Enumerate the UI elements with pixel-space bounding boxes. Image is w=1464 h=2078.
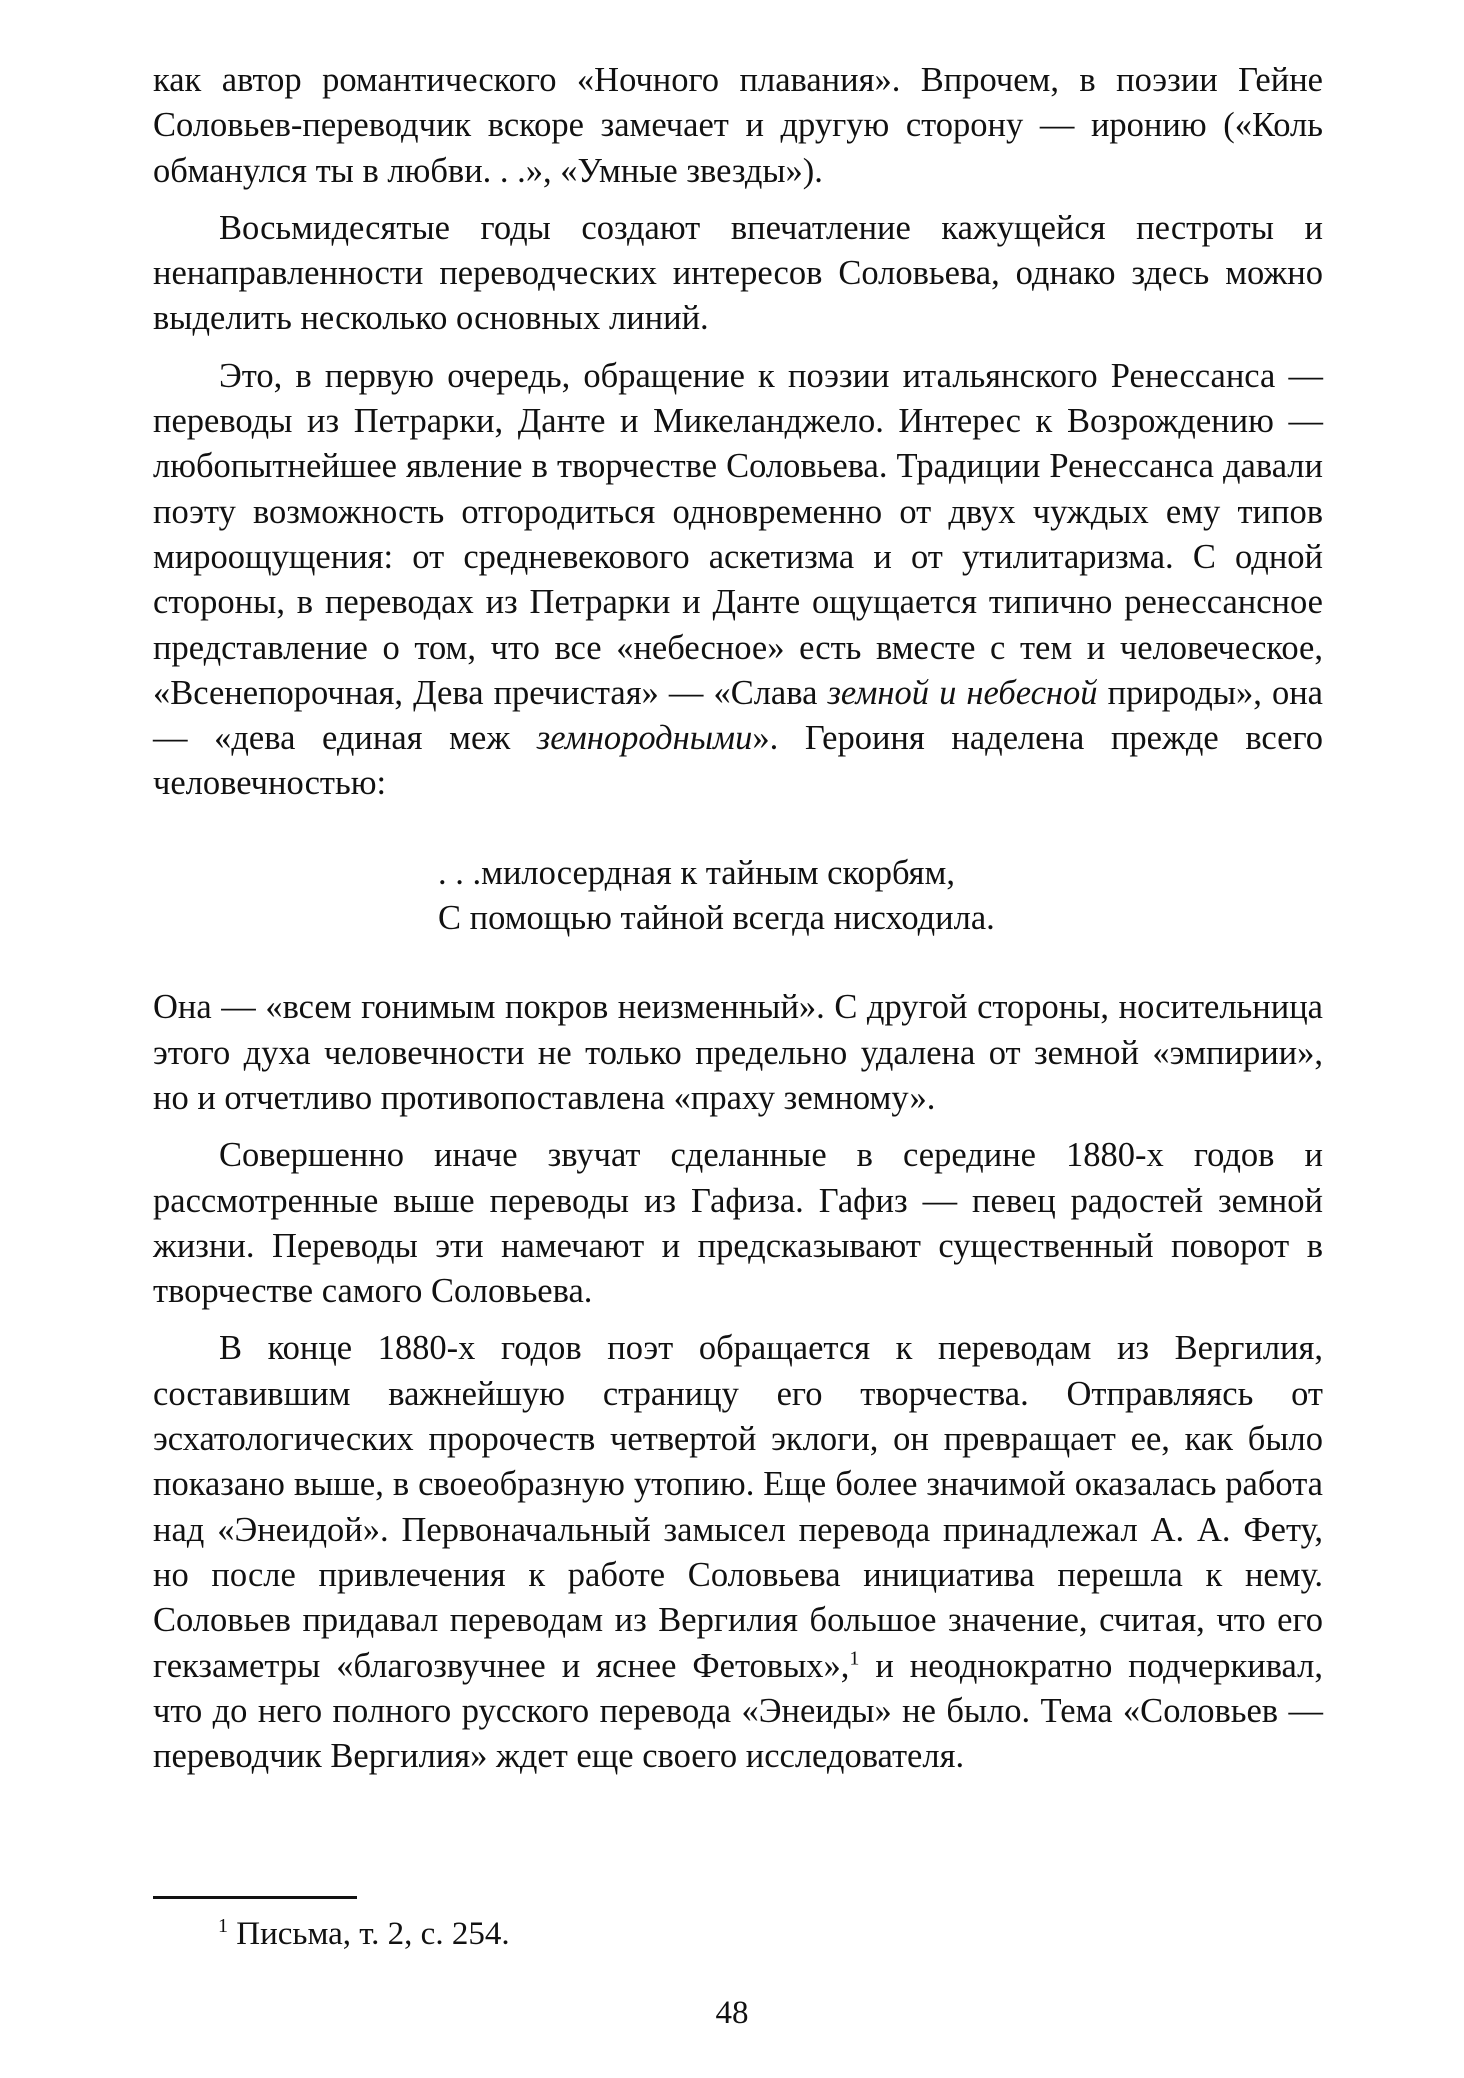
paragraph-5: Совершенно иначе звучат сделанные в середине 1880-х годов и рассмотренные выше переводы из Гафиза. Гафиз — певец радостей земной жизни. Переводы эти намечают и предсказывают существенный поворот в творчестве самого Соловьева. [153,1136,1323,1311]
paragraph-2: Восьмидесятые годы создают впечатление кажущейся пестроты и ненаправленности переводческих интересов Соловьева, однако здесь можно выделить несколько основных линий. [153,208,1323,338]
paragraph-3-text-a: Это, в первую очередь, обращение к поэзии итальянского Ренессанса — переводы из Петрарки, Данте и Микеланджело. Интерес к Возрождению — любопытнейшее явление в творчестве Соловьева. Традиции Ренессанса давали поэту возможность отгородиться одновременно от двух чуждых ему типов мироощущения: от средневекового аскетизма и от утилитаризма. С одной стороны, в переводах из Петрарки и Данте ощущается типично ренессансное представление о том, что все «небесное» есть вместе с тем и человеческое, «Всенепорочная, Дева пречистая» — «Слава [153,356,1323,712]
paragraph-1: как автор романтического «Ночного плавания». Впрочем, в поэзии Гейне Соловьев-переводчик вскоре замечает и другую сторону — иронию («Коль обманулся ты в любви. . .», «Умные звезды»). [153,61,1323,190]
footnote-divider [153,1896,357,1899]
footnote-mark: 1 [218,1915,228,1937]
verse-line-2: С помощью тайной всегда нисходила. [438,899,995,938]
verse-line-1: . . .милосердная к тайным скорбям, [438,853,956,892]
paragraph-6-text-b: и неоднократно подчеркивал, что до него полного русского перевода «Энеиды» не было. Тема «Соловьев — переводчик Вергилия» ждет еще своего исследователя. [153,1646,1323,1776]
paragraph-3 [153,354,1323,807]
paragraph-3-text-b: природы», она — «дева единая меж [153,673,1323,758]
paragraph-4: Она — «всем гонимым покров неизменный». С другой стороны, носительница этого духа человечности не только предельно удалена от земной «эмпирии», но и отчетливо противопоставлена «праху земному». [153,988,1323,1117]
verse-quote [438,851,1323,942]
paragraph-6-text-a: В конце 1880-х годов поэт обращается к переводам из Вергилия, составившим важнейшую страницу его творчества. Отправляясь от эсхатологических пророчеств четвертой эклоги, он превращает ее, как было показано выше, в своеобразную утопию. Еще более значимой оказалась работа над «Энеидой». Первоначальный замысел перевода принадлежал А. А. Фету, но после привлечения к работе Соловьева инициатива перешла к нему. Соловьев придавал переводам из Вергилия большое значение, считая, что его гекзаметры «благозвучнее и яснее Фетовых», [153,1329,1323,1685]
paragraph-3-text-c: ». Героиня наделена прежде всего человечностью: [153,719,1323,803]
page-number: 48 [715,1995,749,2031]
paragraph-6 [153,1326,1323,1779]
footnote [218,1912,510,1956]
page-body [153,58,1323,1791]
paragraph-3-italic-1: земной и небесной [827,673,1098,712]
paragraph-3-italic-2: земнородными [536,719,753,758]
footnote-text: Письма, т. 2, с. 254. [228,1916,510,1952]
footnote-reference: 1 [849,1647,860,1669]
